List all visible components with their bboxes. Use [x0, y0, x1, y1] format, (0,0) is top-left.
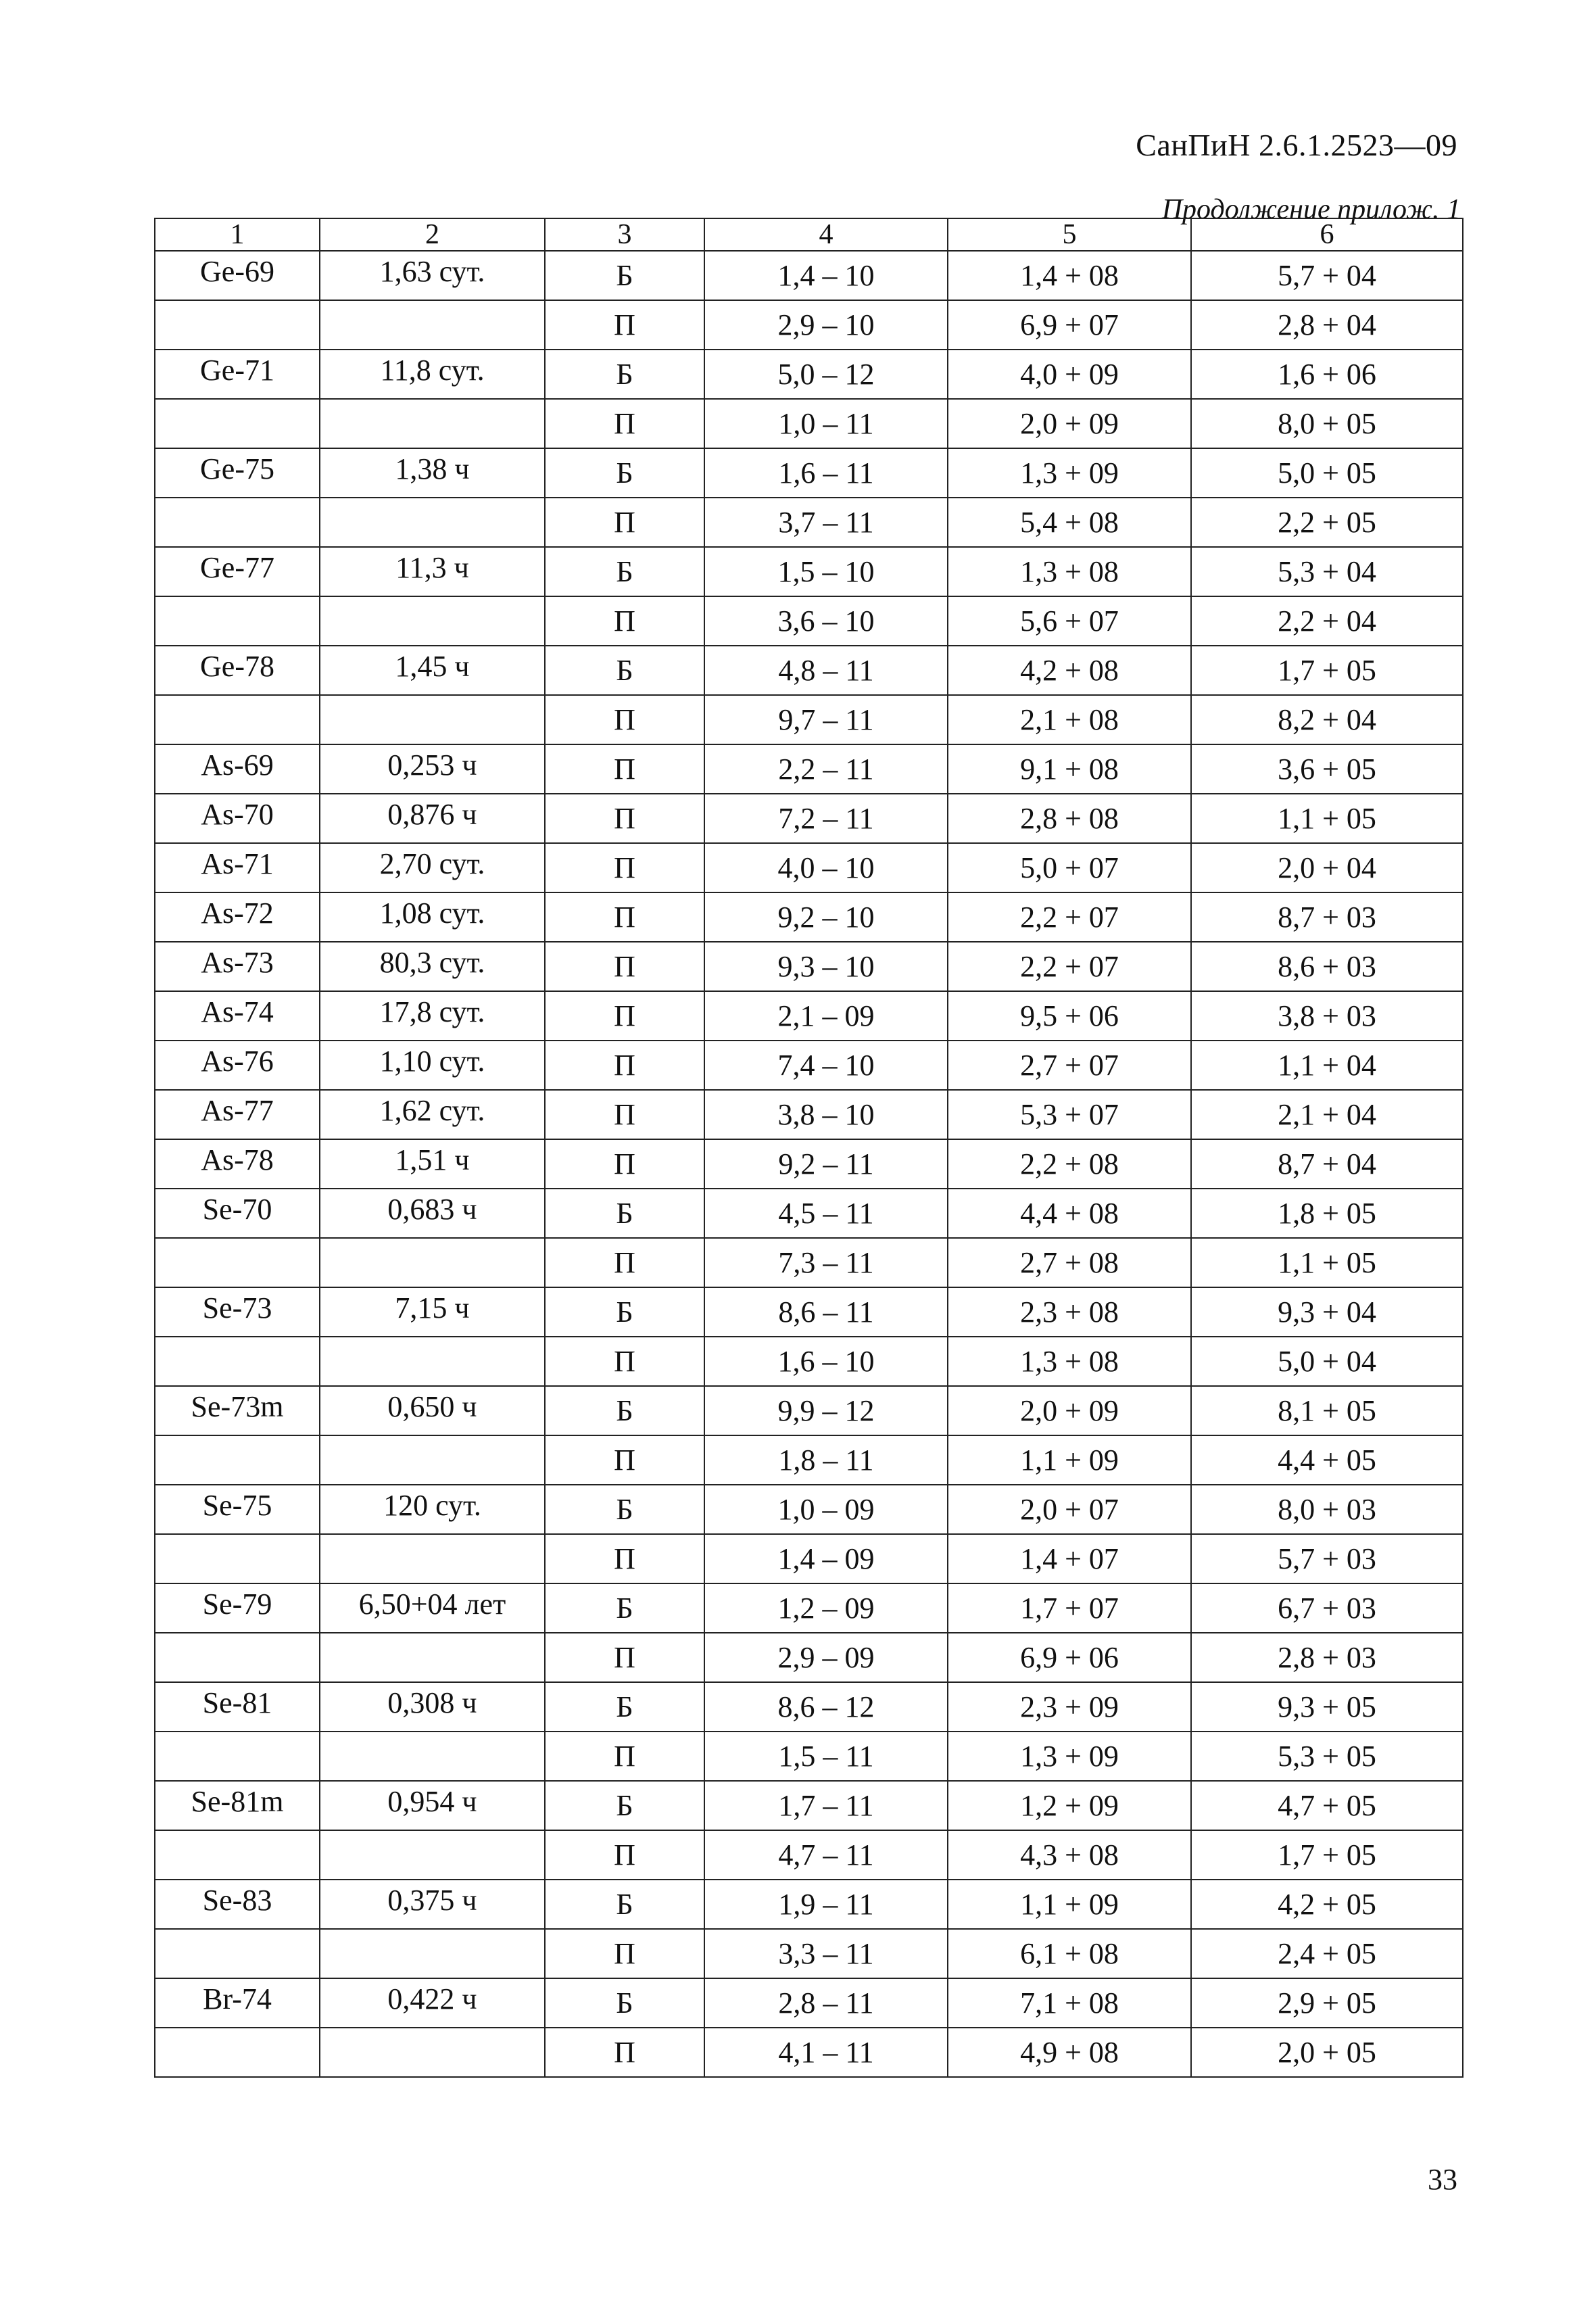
nuclide-cell: Se-81	[155, 1682, 320, 1732]
nuclide-cell: Se-73	[155, 1287, 320, 1337]
table-row	[155, 1583, 1463, 1633]
col4-value-cell: 1,2 – 09	[704, 1583, 948, 1633]
type-cell: Б	[545, 1189, 704, 1238]
column-header-4: 4	[704, 218, 948, 251]
nuclide-cell: As-69	[155, 744, 320, 794]
col6-value-cell: 5,3 + 04	[1191, 547, 1463, 596]
halflife-cell: 120 сут.	[320, 1485, 545, 1534]
table-row	[155, 695, 1463, 744]
nuclide-cell: As-70	[155, 794, 320, 843]
nuclide-cell	[155, 498, 320, 547]
halflife-cell	[320, 596, 545, 646]
nuclide-cell	[155, 1830, 320, 1880]
type-cell: П	[545, 399, 704, 448]
nuclide-cell: As-74	[155, 991, 320, 1041]
col4-value-cell: 2,9 – 09	[704, 1633, 948, 1682]
col6-value-cell: 4,7 + 05	[1191, 1781, 1463, 1830]
type-cell: Б	[545, 547, 704, 596]
col4-value-cell: 1,0 – 09	[704, 1485, 948, 1534]
col5-value-cell: 5,4 + 08	[948, 498, 1191, 547]
halflife-cell	[320, 1238, 545, 1287]
col6-value-cell: 4,2 + 05	[1191, 1880, 1463, 1929]
table-row	[155, 251, 1463, 300]
col4-value-cell: 1,4 – 10	[704, 251, 948, 300]
col5-value-cell: 7,1 + 08	[948, 1978, 1191, 2028]
col5-value-cell: 6,9 + 06	[948, 1633, 1191, 1682]
table-row	[155, 1041, 1463, 1090]
halflife-cell: 0,876 ч	[320, 794, 545, 843]
column-header-6: 6	[1191, 218, 1463, 251]
col5-value-cell: 4,3 + 08	[948, 1830, 1191, 1880]
col4-value-cell: 9,9 – 12	[704, 1386, 948, 1435]
col6-value-cell: 8,7 + 04	[1191, 1139, 1463, 1189]
col4-value-cell: 7,3 – 11	[704, 1238, 948, 1287]
table-row	[155, 1732, 1463, 1781]
col6-value-cell: 5,7 + 04	[1191, 251, 1463, 300]
col5-value-cell: 9,1 + 08	[948, 744, 1191, 794]
type-cell: П	[545, 1090, 704, 1139]
col5-value-cell: 1,4 + 08	[948, 251, 1191, 300]
halflife-cell: 0,422 ч	[320, 1978, 545, 2028]
col4-value-cell: 5,0 – 12	[704, 350, 948, 399]
table-row	[155, 1682, 1463, 1732]
col6-value-cell: 5,7 + 03	[1191, 1534, 1463, 1583]
col6-value-cell: 3,6 + 05	[1191, 744, 1463, 794]
col6-value-cell: 5,0 + 04	[1191, 1337, 1463, 1386]
col5-value-cell: 1,3 + 09	[948, 448, 1191, 498]
col5-value-cell: 2,8 + 08	[948, 794, 1191, 843]
col5-value-cell: 5,0 + 07	[948, 843, 1191, 892]
col5-value-cell: 1,4 + 07	[948, 1534, 1191, 1583]
halflife-cell	[320, 399, 545, 448]
halflife-cell: 11,8 сут.	[320, 350, 545, 399]
type-cell: Б	[545, 646, 704, 695]
col6-value-cell: 1,1 + 04	[1191, 1041, 1463, 1090]
halflife-cell	[320, 1435, 545, 1485]
type-cell: П	[545, 695, 704, 744]
col5-value-cell: 1,3 + 08	[948, 547, 1191, 596]
table-row	[155, 1781, 1463, 1830]
col6-value-cell: 2,0 + 04	[1191, 843, 1463, 892]
table-row	[155, 991, 1463, 1041]
halflife-cell: 0,308 ч	[320, 1682, 545, 1732]
nuclide-cell	[155, 1929, 320, 1978]
table-row	[155, 1633, 1463, 1682]
col5-value-cell: 1,3 + 08	[948, 1337, 1191, 1386]
col5-value-cell: 2,7 + 08	[948, 1238, 1191, 1287]
col6-value-cell: 2,8 + 03	[1191, 1633, 1463, 1682]
halflife-cell: 0,650 ч	[320, 1386, 545, 1435]
col5-value-cell: 4,0 + 09	[948, 350, 1191, 399]
col6-value-cell: 2,1 + 04	[1191, 1090, 1463, 1139]
nuclide-cell: As-76	[155, 1041, 320, 1090]
table-row	[155, 1386, 1463, 1435]
halflife-cell: 1,38 ч	[320, 448, 545, 498]
type-cell: Б	[545, 1386, 704, 1435]
halflife-cell: 1,10 сут.	[320, 1041, 545, 1090]
table-row	[155, 448, 1463, 498]
type-cell: П	[545, 1929, 704, 1978]
nuclide-cell: Se-79	[155, 1583, 320, 1633]
nuclide-cell	[155, 1337, 320, 1386]
col6-value-cell: 5,3 + 05	[1191, 1732, 1463, 1781]
col4-value-cell: 3,6 – 10	[704, 596, 948, 646]
type-cell: П	[545, 942, 704, 991]
col5-value-cell: 4,4 + 08	[948, 1189, 1191, 1238]
col5-value-cell: 2,0 + 07	[948, 1485, 1191, 1534]
nuclide-cell	[155, 300, 320, 350]
halflife-cell: 7,15 ч	[320, 1287, 545, 1337]
col5-value-cell: 2,2 + 07	[948, 942, 1191, 991]
table-row	[155, 1435, 1463, 1485]
col5-value-cell: 2,0 + 09	[948, 1386, 1191, 1435]
table-header-row	[155, 218, 1463, 251]
type-cell: П	[545, 300, 704, 350]
table-row	[155, 1830, 1463, 1880]
nuclide-cell: As-71	[155, 843, 320, 892]
halflife-cell: 17,8 сут.	[320, 991, 545, 1041]
halflife-cell: 0,683 ч	[320, 1189, 545, 1238]
type-cell: П	[545, 596, 704, 646]
halflife-cell: 0,253 ч	[320, 744, 545, 794]
col4-value-cell: 4,1 – 11	[704, 2028, 948, 2077]
type-cell: П	[545, 1732, 704, 1781]
nuclide-cell	[155, 1534, 320, 1583]
col6-value-cell: 4,4 + 05	[1191, 1435, 1463, 1485]
table-row	[155, 547, 1463, 596]
col4-value-cell: 4,0 – 10	[704, 843, 948, 892]
col4-value-cell: 1,4 – 09	[704, 1534, 948, 1583]
halflife-cell	[320, 1633, 545, 1682]
col5-value-cell: 2,3 + 08	[948, 1287, 1191, 1337]
type-cell: П	[545, 1435, 704, 1485]
type-cell: Б	[545, 1880, 704, 1929]
table-body	[155, 251, 1463, 2077]
halflife-cell: 0,375 ч	[320, 1880, 545, 1929]
type-cell: П	[545, 794, 704, 843]
nuclide-cell	[155, 695, 320, 744]
nuclide-cell: Se-81m	[155, 1781, 320, 1830]
col5-value-cell: 2,0 + 09	[948, 399, 1191, 448]
type-cell: П	[545, 2028, 704, 2077]
type-cell: Б	[545, 1485, 704, 1534]
halflife-cell	[320, 1732, 545, 1781]
halflife-cell: 2,70 сут.	[320, 843, 545, 892]
col4-value-cell: 2,8 – 11	[704, 1978, 948, 2028]
type-cell: П	[545, 498, 704, 547]
col6-value-cell: 8,0 + 03	[1191, 1485, 1463, 1534]
col4-value-cell: 9,2 – 10	[704, 892, 948, 942]
col5-value-cell: 1,7 + 07	[948, 1583, 1191, 1633]
col6-value-cell: 1,6 + 06	[1191, 350, 1463, 399]
col4-value-cell: 1,6 – 10	[704, 1337, 948, 1386]
type-cell: П	[545, 892, 704, 942]
type-cell: П	[545, 991, 704, 1041]
col4-value-cell: 4,8 – 11	[704, 646, 948, 695]
type-cell: Б	[545, 350, 704, 399]
type-cell: П	[545, 1534, 704, 1583]
col6-value-cell: 9,3 + 04	[1191, 1287, 1463, 1337]
type-cell: Б	[545, 1781, 704, 1830]
halflife-cell: 0,954 ч	[320, 1781, 545, 1830]
table-row	[155, 1287, 1463, 1337]
type-cell: П	[545, 1238, 704, 1287]
nuclide-cell: As-73	[155, 942, 320, 991]
halflife-cell: 1,45 ч	[320, 646, 545, 695]
table-row	[155, 399, 1463, 448]
table-row	[155, 596, 1463, 646]
col6-value-cell: 1,1 + 05	[1191, 1238, 1463, 1287]
nuclide-cell: Ge-78	[155, 646, 320, 695]
halflife-cell	[320, 1534, 545, 1583]
continuation-note: Продолжение прилож. 1	[1161, 194, 1461, 225]
table-row	[155, 646, 1463, 695]
col5-value-cell: 1,3 + 09	[948, 1732, 1191, 1781]
table-row	[155, 1929, 1463, 1978]
type-cell: Б	[545, 1583, 704, 1633]
col4-value-cell: 2,1 – 09	[704, 991, 948, 1041]
nuclide-cell: Se-83	[155, 1880, 320, 1929]
column-header-5: 5	[948, 218, 1191, 251]
nuclide-cell: Br-74	[155, 1978, 320, 2028]
table-row	[155, 350, 1463, 399]
col5-value-cell: 1,2 + 09	[948, 1781, 1191, 1830]
type-cell: Б	[545, 1287, 704, 1337]
col6-value-cell: 9,3 + 05	[1191, 1682, 1463, 1732]
table-row	[155, 300, 1463, 350]
halflife-cell: 1,08 сут.	[320, 892, 545, 942]
nuclide-cell: Se-75	[155, 1485, 320, 1534]
halflife-cell: 1,63 сут.	[320, 251, 545, 300]
col5-value-cell: 6,9 + 07	[948, 300, 1191, 350]
type-cell: П	[545, 1139, 704, 1189]
column-header-1: 1	[155, 218, 320, 251]
col4-value-cell: 9,3 – 10	[704, 942, 948, 991]
halflife-cell	[320, 300, 545, 350]
table-row	[155, 794, 1463, 843]
col6-value-cell: 1,8 + 05	[1191, 1189, 1463, 1238]
col6-value-cell: 3,8 + 03	[1191, 991, 1463, 1041]
col5-value-cell: 4,9 + 08	[948, 2028, 1191, 2077]
nuclide-cell	[155, 1633, 320, 1682]
nuclide-cell	[155, 2028, 320, 2077]
col6-value-cell: 2,9 + 05	[1191, 1978, 1463, 2028]
nuclide-cell: Ge-75	[155, 448, 320, 498]
col4-value-cell: 3,8 – 10	[704, 1090, 948, 1139]
halflife-cell: 80,3 сут.	[320, 942, 545, 991]
type-cell: П	[545, 1337, 704, 1386]
nuclide-cell	[155, 596, 320, 646]
col5-value-cell: 5,3 + 07	[948, 1090, 1191, 1139]
table-row	[155, 744, 1463, 794]
halflife-cell: 6,50+04 лет	[320, 1583, 545, 1633]
col4-value-cell: 4,5 – 11	[704, 1189, 948, 1238]
nuclide-cell	[155, 1732, 320, 1781]
col6-value-cell: 1,7 + 05	[1191, 646, 1463, 695]
halflife-cell: 1,51 ч	[320, 1139, 545, 1189]
col4-value-cell: 1,0 – 11	[704, 399, 948, 448]
nuclide-cell	[155, 399, 320, 448]
halflife-cell	[320, 1337, 545, 1386]
type-cell: П	[545, 1633, 704, 1682]
col4-value-cell: 8,6 – 12	[704, 1682, 948, 1732]
col5-value-cell: 5,6 + 07	[948, 596, 1191, 646]
col6-value-cell: 2,0 + 05	[1191, 2028, 1463, 2077]
nuclide-cell: Se-73m	[155, 1386, 320, 1435]
nuclide-cell	[155, 1435, 320, 1485]
col5-value-cell: 2,3 + 09	[948, 1682, 1191, 1732]
halflife-cell: 1,62 сут.	[320, 1090, 545, 1139]
nuclide-cell: As-77	[155, 1090, 320, 1139]
type-cell: Б	[545, 448, 704, 498]
nuclide-cell	[155, 1238, 320, 1287]
col4-value-cell: 7,2 – 11	[704, 794, 948, 843]
column-header-3: 3	[545, 218, 704, 251]
col6-value-cell: 8,7 + 03	[1191, 892, 1463, 942]
col5-value-cell: 1,1 + 09	[948, 1435, 1191, 1485]
nuclide-cell: Se-70	[155, 1189, 320, 1238]
col6-value-cell: 8,0 + 05	[1191, 399, 1463, 448]
col4-value-cell: 2,9 – 10	[704, 300, 948, 350]
col4-value-cell: 1,7 – 11	[704, 1781, 948, 1830]
halflife-cell	[320, 498, 545, 547]
col6-value-cell: 8,2 + 04	[1191, 695, 1463, 744]
col4-value-cell: 9,2 – 11	[704, 1139, 948, 1189]
type-cell: П	[545, 843, 704, 892]
col6-value-cell: 2,2 + 04	[1191, 596, 1463, 646]
type-cell: П	[545, 1041, 704, 1090]
col6-value-cell: 2,4 + 05	[1191, 1929, 1463, 1978]
table-row	[155, 1880, 1463, 1929]
nuclide-cell: Ge-69	[155, 251, 320, 300]
table-row	[155, 892, 1463, 942]
halflife-cell	[320, 1929, 545, 1978]
type-cell: Б	[545, 1682, 704, 1732]
halflife-cell: 11,3 ч	[320, 547, 545, 596]
col6-value-cell: 2,2 + 05	[1191, 498, 1463, 547]
nuclide-cell: As-72	[155, 892, 320, 942]
table-row	[155, 1090, 1463, 1139]
table-row	[155, 1189, 1463, 1238]
type-cell: Б	[545, 1978, 704, 2028]
table-row	[155, 1238, 1463, 1287]
table-row	[155, 498, 1463, 547]
col4-value-cell: 1,9 – 11	[704, 1880, 948, 1929]
table-row	[155, 1978, 1463, 2028]
col4-value-cell: 1,5 – 10	[704, 547, 948, 596]
document-code: СанПиН 2.6.1.2523—09	[1136, 128, 1457, 162]
col5-value-cell: 2,7 + 07	[948, 1041, 1191, 1090]
col5-value-cell: 2,1 + 08	[948, 695, 1191, 744]
halflife-cell	[320, 2028, 545, 2077]
col6-value-cell: 1,1 + 05	[1191, 794, 1463, 843]
col5-value-cell: 4,2 + 08	[948, 646, 1191, 695]
table-row	[155, 1139, 1463, 1189]
col4-value-cell: 7,4 – 10	[704, 1041, 948, 1090]
halflife-cell	[320, 1830, 545, 1880]
col4-value-cell: 1,6 – 11	[704, 448, 948, 498]
page-number: 33	[1428, 2163, 1457, 2196]
col4-value-cell: 4,7 – 11	[704, 1830, 948, 1880]
col4-value-cell: 1,8 – 11	[704, 1435, 948, 1485]
col4-value-cell: 2,2 – 11	[704, 744, 948, 794]
table-row	[155, 942, 1463, 991]
col4-value-cell: 9,7 – 11	[704, 695, 948, 744]
col4-value-cell: 8,6 – 11	[704, 1287, 948, 1337]
type-cell: П	[545, 744, 704, 794]
col4-value-cell: 3,7 – 11	[704, 498, 948, 547]
col6-value-cell: 8,6 + 03	[1191, 942, 1463, 991]
col5-value-cell: 9,5 + 06	[948, 991, 1191, 1041]
type-cell: П	[545, 1830, 704, 1880]
column-header-2: 2	[320, 218, 545, 251]
halflife-cell	[320, 695, 545, 744]
col6-value-cell: 2,8 + 04	[1191, 300, 1463, 350]
table-row	[155, 1485, 1463, 1534]
type-cell: Б	[545, 251, 704, 300]
table-row	[155, 1337, 1463, 1386]
table-row	[155, 843, 1463, 892]
col5-value-cell: 6,1 + 08	[948, 1929, 1191, 1978]
col6-value-cell: 1,7 + 05	[1191, 1830, 1463, 1880]
col6-value-cell: 5,0 + 05	[1191, 448, 1463, 498]
nuclide-cell: Ge-77	[155, 547, 320, 596]
col4-value-cell: 3,3 – 11	[704, 1929, 948, 1978]
nuclide-cell: As-78	[155, 1139, 320, 1189]
col5-value-cell: 2,2 + 08	[948, 1139, 1191, 1189]
table-row	[155, 1534, 1463, 1583]
col6-value-cell: 8,1 + 05	[1191, 1386, 1463, 1435]
col6-value-cell: 6,7 + 03	[1191, 1583, 1463, 1633]
col5-value-cell: 1,1 + 09	[948, 1880, 1191, 1929]
col4-value-cell: 1,5 – 11	[704, 1732, 948, 1781]
table-row	[155, 2028, 1463, 2077]
radionuclide-table	[154, 218, 1464, 2078]
col5-value-cell: 2,2 + 07	[948, 892, 1191, 942]
nuclide-cell: Ge-71	[155, 350, 320, 399]
